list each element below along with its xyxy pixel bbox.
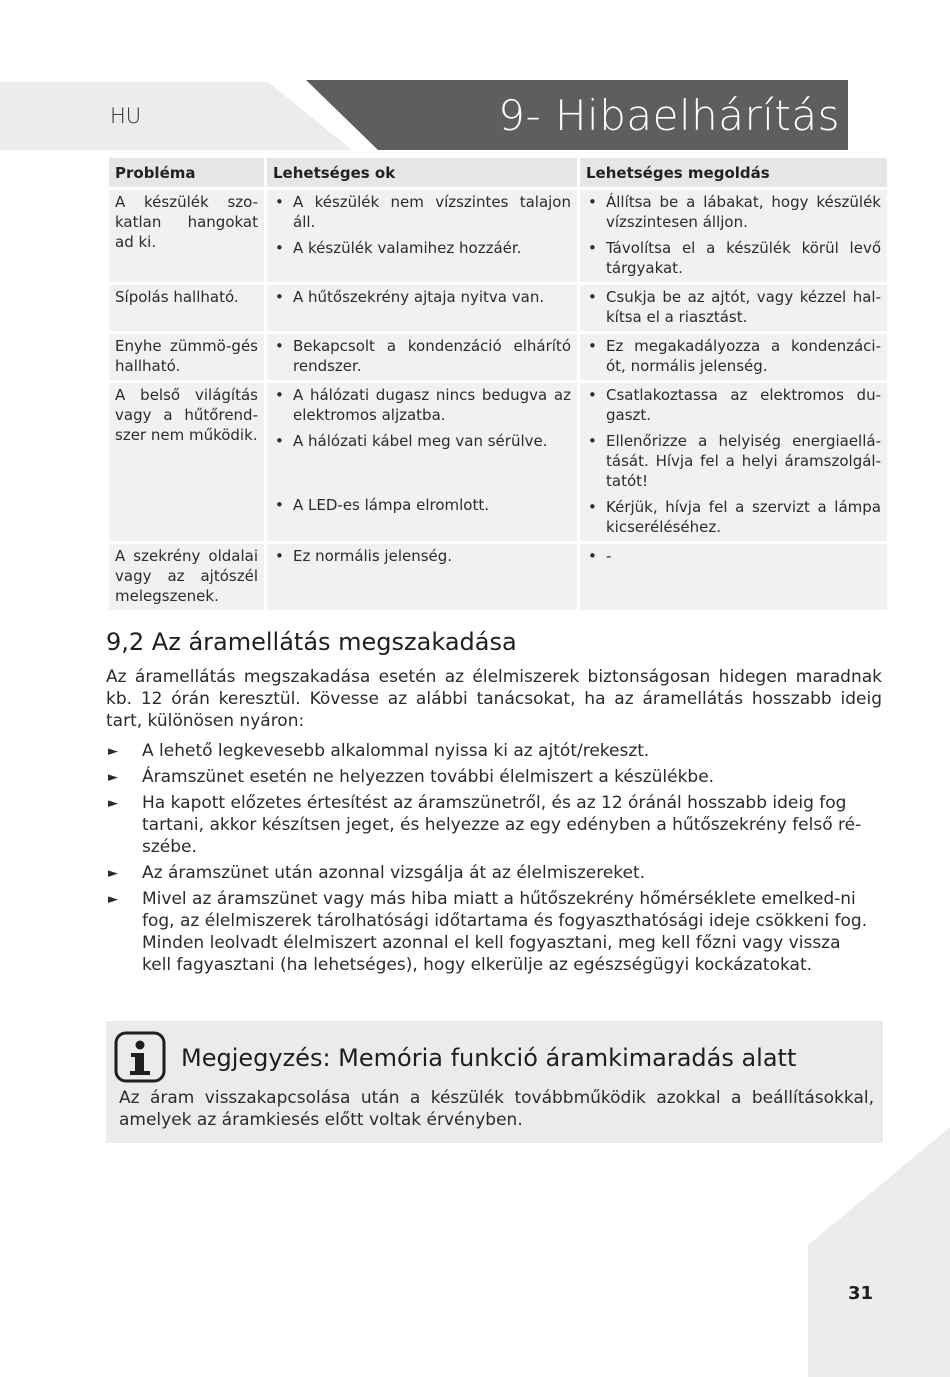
tip-text: Mivel az áramszünet vagy más hiba miatt a hűtőszekrény hőmérséklete emelked-ni fog, az élelmiszerek tárolhatósági időtartama és fogyaszthatósági ideje csökkeni fog. Minden leolvadt élelmiszert azonnal el kell fogyasztani, meg kell főzni vagy vissza kell fagyasztani (ha lehetséges), hogy elkerülje az egészségügyi kockázatokat. — [142, 889, 868, 975]
problem-cell: Enyhe zümmö-gés hallható. — [109, 334, 264, 380]
triangle-bullet-icon: ► — [108, 744, 118, 759]
list-item — [106, 888, 882, 976]
cause-text: A hűtőszekrény ajtaja nyitva van. — [293, 288, 545, 306]
cause-cell — [267, 334, 577, 380]
column-header-problem: Probléma — [109, 158, 264, 187]
list-item: • - — [588, 547, 612, 565]
solution-text: Kérjük, hívja fel a szervizt a lámpa kicseréléséhez. — [606, 498, 881, 536]
section-intro: Az áramellátás megszakadása esetén az élelmiszerek biztonságosan hidegen maradnak kb. 12 órán keresztül. Kövesse az alábbi tanácsokat, ha az áramellátás hosszabb ideig tart, különösen nyáron: — [106, 667, 882, 731]
page-number: 31 — [848, 1283, 874, 1304]
troubleshooting-table — [106, 155, 890, 613]
list-item: • A készülék valamihez hozzáér. — [275, 239, 522, 257]
list-item — [106, 862, 882, 884]
cause-text: A készülék valamihez hozzáér. — [293, 239, 522, 257]
cause-text: A hálózati dugasz nincs bedugva az elektromos aljzatba. — [293, 386, 571, 424]
cause-text: A LED-es lámpa elromlott. — [293, 496, 489, 514]
column-header-solution: Lehetséges megoldás — [580, 158, 887, 187]
cause-text: A készülék nem vízszintes talajon áll. — [293, 193, 571, 231]
list-item: • A készülék nem vízszintes talajon áll. — [275, 193, 571, 231]
solution-text: Csukja be az ajtót, vagy kézzel hal-kítsa el a riasztást. — [606, 288, 881, 326]
list-item: • Ez normális jelenség. — [275, 547, 453, 565]
problem-cell: A készülék szo-katlan hangokat ad ki. — [109, 190, 264, 282]
list-item: • Kérjük, hívja fel a szervizt a lámpa kicseréléséhez. — [588, 498, 881, 536]
list-item: • A hálózati kábel meg van sérülve. — [275, 432, 548, 450]
solution-text: Ellenőrizze a helyiség energiaellá-tását. Hívja fel a helyi áramszolgál-tatót! — [606, 432, 881, 490]
tip-text: Ha kapott előzetes értesítést az áramszünetről, és az 12 óránál hosszabb ideig fog tartani, akkor készítsen jeget, és helyezze az egy edényben a hűtőszekrény felső ré-szébe. — [142, 793, 862, 857]
column-header-cause: Lehetséges ok — [267, 158, 577, 187]
table-row — [109, 334, 887, 380]
cause-text: Bekapcsolt a kondenzáció elhárító rendszer. — [293, 337, 571, 375]
problem-cell: Sípolás hallható. — [109, 285, 264, 331]
table-header-row — [109, 158, 887, 187]
cause-text: Ez normális jelenség. — [293, 547, 453, 565]
triangle-bullet-icon: ► — [108, 892, 118, 907]
list-item: • Távolítsa el a készülék körül levő tárgyakat. — [588, 239, 881, 277]
tip-text: A lehető legkevesebb alkalommal nyissa ki az ajtót/rekeszt. — [142, 741, 650, 761]
chapter-title: 9- Hibaelhárítás — [498, 91, 840, 140]
list-item: • Állítsa be a lábakat, hogy készülék vízszintesen álljon. — [588, 193, 881, 231]
problem-cell: A belső világítás vagy a hűtőrend-szer nem működik. — [109, 383, 264, 541]
note-title: Megjegyzés: Memória funkció áramkimaradás alatt — [181, 1044, 797, 1072]
tip-text: Áramszünet esetén ne helyezzen további élelmiszert a készülékbe. — [142, 767, 715, 787]
table-row — [109, 285, 887, 331]
list-item: • Bekapcsolt a kondenzáció elhárító rendszer. — [275, 337, 571, 375]
cause-cell — [267, 285, 577, 331]
solution-cell — [580, 383, 887, 541]
list-item: • A hűtőszekrény ajtaja nyitva van. — [275, 288, 545, 306]
list-item: • A hálózati dugasz nincs bedugva az elektromos aljzatba. — [275, 386, 571, 424]
note-box — [106, 1021, 883, 1143]
list-item — [106, 766, 882, 788]
table-row — [109, 383, 887, 541]
solution-cell — [580, 544, 887, 610]
cause-cell — [267, 383, 577, 541]
note-text: Az áram visszakapcsolása után a készülék továbbműködik azokkal a beállításokkal, amelyek az áramkiesés előtt voltak érvényben. — [119, 1088, 874, 1130]
cause-cell — [267, 190, 577, 282]
solution-text: Ez megakadályozza a kondenzáci-ót, normális jelenség. — [606, 337, 881, 375]
solution-text: Csatlakoztassa az elektromos du-gaszt. — [606, 386, 881, 424]
info-icon — [114, 1031, 166, 1083]
solution-text: Állítsa be a lábakat, hogy készülék vízszintesen álljon. — [606, 193, 881, 231]
corner-decoration — [808, 1127, 950, 1377]
problem-cell: A szekrény oldalai vagy az ajtószél melegszenek. — [109, 544, 264, 610]
cause-text: A hálózati kábel meg van sérülve. — [293, 432, 548, 450]
solution-cell — [580, 285, 887, 331]
list-item — [106, 740, 882, 762]
solution-cell — [580, 334, 887, 380]
solution-text: - — [606, 547, 612, 565]
cause-cell — [267, 544, 577, 610]
triangle-bullet-icon: ► — [108, 866, 118, 881]
list-item: • Csatlakoztassa az elektromos du-gaszt. — [588, 386, 881, 424]
triangle-bullet-icon: ► — [108, 796, 118, 811]
list-item — [106, 792, 882, 858]
solution-cell — [580, 190, 887, 282]
list-item: • A LED-es lámpa elromlott. — [275, 496, 489, 514]
solution-text: Távolítsa el a készülék körül levő tárgyakat. — [606, 239, 881, 277]
triangle-bullet-icon: ► — [108, 770, 118, 785]
tip-text: Az áramszünet után azonnal vizsgálja át az élelmiszereket. — [142, 863, 646, 883]
table-row — [109, 190, 887, 282]
table-row — [109, 544, 887, 610]
list-item: • Ellenőrizze a helyiség energiaellá-tását. Hívja fel a helyi áramszolgál-tatót! — [588, 432, 881, 490]
section-title: 9,2 Az áramellátás megszakadása — [106, 628, 517, 656]
tips-list — [106, 740, 882, 980]
language-code: HU — [110, 104, 142, 128]
list-item: • Csukja be az ajtót, vagy kézzel hal-kítsa el a riasztást. — [588, 288, 881, 326]
list-item: • Ez megakadályozza a kondenzáci-ót, normális jelenség. — [588, 337, 881, 375]
